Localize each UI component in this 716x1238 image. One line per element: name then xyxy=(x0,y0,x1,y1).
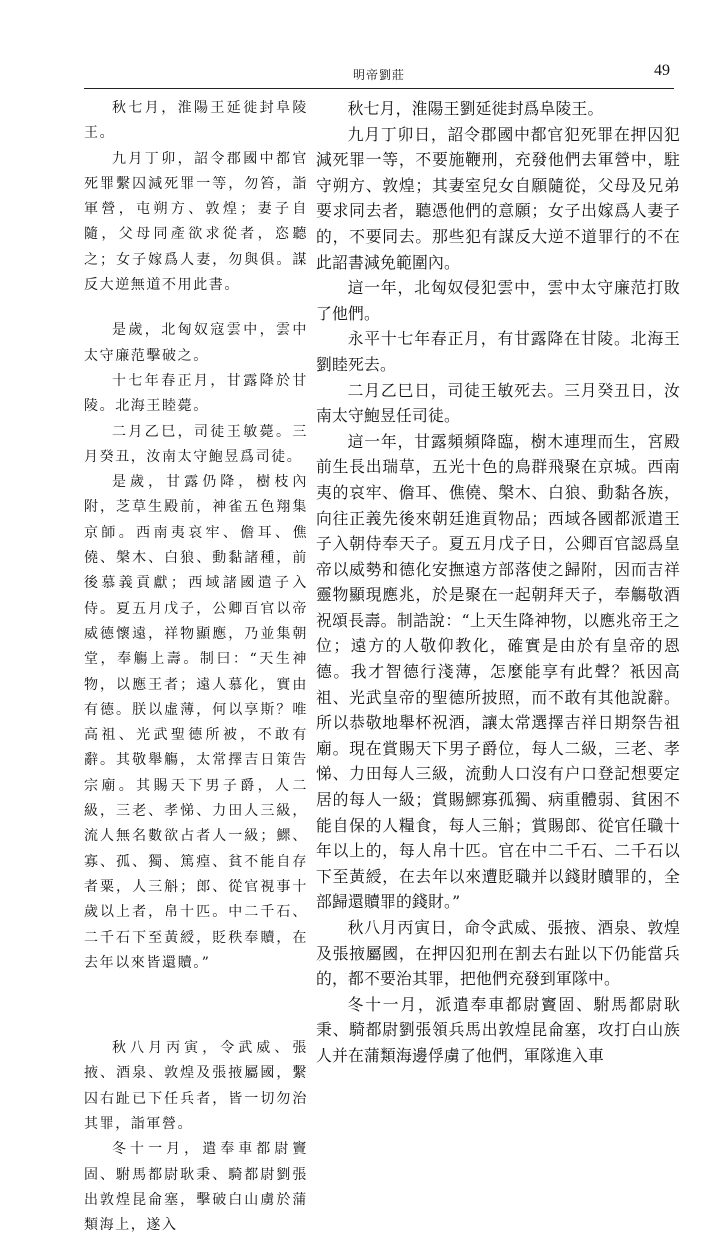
translation-paragraph: 永平十七年春正月，有甘露降在甘陵。北海王劉睦死去。 xyxy=(316,329,680,374)
classical-paragraph: 九月丁卯，詔令郡國中都官死罪繫囚減死罪一等，勿笞，詣軍營，屯朔方、敦煌；妻子自隨，父母同產欲求從者，恣聽之；女子嫁爲人妻，勿與俱。謀反大逆無道不用此書。 xyxy=(84,150,308,294)
running-header xyxy=(84,62,674,89)
classical-paragraph: 十七年春正月，甘露降於甘陵。北海王睦薨。 xyxy=(84,372,308,415)
translation-paragraph: 這一年，北匈奴侵犯雲中，雲中太守廉范打敗了他們。 xyxy=(316,278,680,323)
chapter-title: 明帝劉莊 xyxy=(352,68,405,82)
page-number: 49 xyxy=(654,62,670,79)
translation-paragraph: 秋七月，淮陽王劉延徙封爲阜陵王。 xyxy=(347,99,604,118)
classical-paragraph: 是歲，北匈奴寇雲中，雲中太守廉范擊破之。 xyxy=(84,322,308,364)
classical-text-column xyxy=(84,96,308,1238)
classical-paragraph: 冬十一月，遣奉車都尉竇固、駙馬都尉耿秉、騎都尉劉張出敦煌昆侖塞，擊破白山虜於蒲類海上，遂入 xyxy=(84,1141,308,1234)
translation-paragraph: 秋八月丙寅日，命令武威、張掖、酒泉、敦煌及張掖屬國，在押囚犯刑在割去右趾以下仍能當兵的，都不要治其罪，把他們充發到軍隊中。 xyxy=(316,918,680,989)
translation-paragraph: 九月丁卯日，詔令郡國中都官犯死罪在押囚犯減死罪一等，不要施鞭刑，充發他們去軍營中，駐守朔方、敦煌；其妻室兒女自願隨從，父母及兄弟要求同去者，聽憑他們的意願；女子出嫁爲人妻子的，不要同去。那些犯有謀反大逆不道罪行的不在此詔書減免範圍內。 xyxy=(316,124,680,272)
translation-column xyxy=(316,96,680,1069)
translation-paragraph: 這一年，甘露頻頻降臨，樹木連理而生，宮殿前生長出瑞草，五光十色的鳥群飛聚在京城。西南夷的哀牢、儋耳、僬僥、槃木、白狼、動黏各族，向往正義先後來朝廷進貢物品；西域各國都派遣王子入朝侍奉天子。夏五月戊子日，公卿百官認爲皇帝以威勢和德化安撫遠方部落使之歸附，因而吉祥靈物顯現應兆，於是聚在一起朝拜天子，奉觴敬酒祝頌長壽。制誥說：“上天生降神物，以應兆帝王之位；遠方的人敬仰教化，確實是由於有皇帝的恩德。我才智德行淺薄，怎麼能享有此聲？衹因高祖、光武皇帝的聖德所披照，而不敢有其他說辭。所以恭敬地舉杯祝酒，讓太常選擇吉祥日期祭告祖廟。現在賞賜天下男子爵位，每人二級，三老、孝悌、力田每人三級，流動人口沒有户口登記想要定居的每人一級；賞賜鰥寡孤獨、病重體弱、貧困不能自保的人糧食，每人三斛；賞賜郎、從官任職十年以上的，每人帛十匹。官在中二千石、二千石以下至黃綬，在去年以來遭貶職并以錢財贖罪的，全部歸還贖罪的錢財。” xyxy=(316,431,680,912)
classical-paragraph: 秋八月丙寅，令武威、張掖、酒泉、敦煌及張掖屬國，繫囚右趾已下任兵者，皆一切勿治其罪，詣軍營。 xyxy=(84,1040,308,1132)
translation-paragraph: 二月乙巳日，司徒王敏死去。三月癸丑日，汝南太守鮑昱任司徒。 xyxy=(316,380,680,426)
classical-paragraph: 二月乙巳，司徒王敏薨。三月癸丑，汝南太守鮑昱爲司徒。 xyxy=(84,423,308,465)
classical-paragraph: 是歲，甘露仍降，樹枝內附，芝草生殿前，神雀五色翔集京師。西南夷哀牢、儋耳、僬僥、槃木、白狼、動黏諸種，前後慕義貢獻；西域諸國遣子入侍。夏五月戊子，公卿百官以帝威德懷遠，祥物顯應，乃並集朝堂，奉觴上壽。制曰：“天生神物，以應王者；遠人慕化，實由有德。朕以虛薄，何以享斯？唯高祖、光武聖德所被，不敢有辭。其敬舉觴，太常擇吉日策告宗廟。其賜天下男子爵，人二級，三老、孝悌、力田人三級，流人無名數欲占者人一級；鰥、寡、孤、獨、篤㾮、貧不能自存者粟，人三斛；郎、從官視事十歲以上者，帛十匹。中二千石、二千石下至黃綬，貶秩奉贖，在去年以來皆還贖。” xyxy=(84,474,308,971)
translation-paragraph: 冬十一月，派遣奉車都尉竇固、駙馬都尉耿秉、騎都尉劉張領兵馬出敦煌昆侖塞，攻打白山族人并在蒲類海邊俘虜了他們，軍隊進入車 xyxy=(316,994,680,1065)
classical-paragraph: 秋七月，淮陽王延徙封阜陵王。 xyxy=(84,100,308,142)
